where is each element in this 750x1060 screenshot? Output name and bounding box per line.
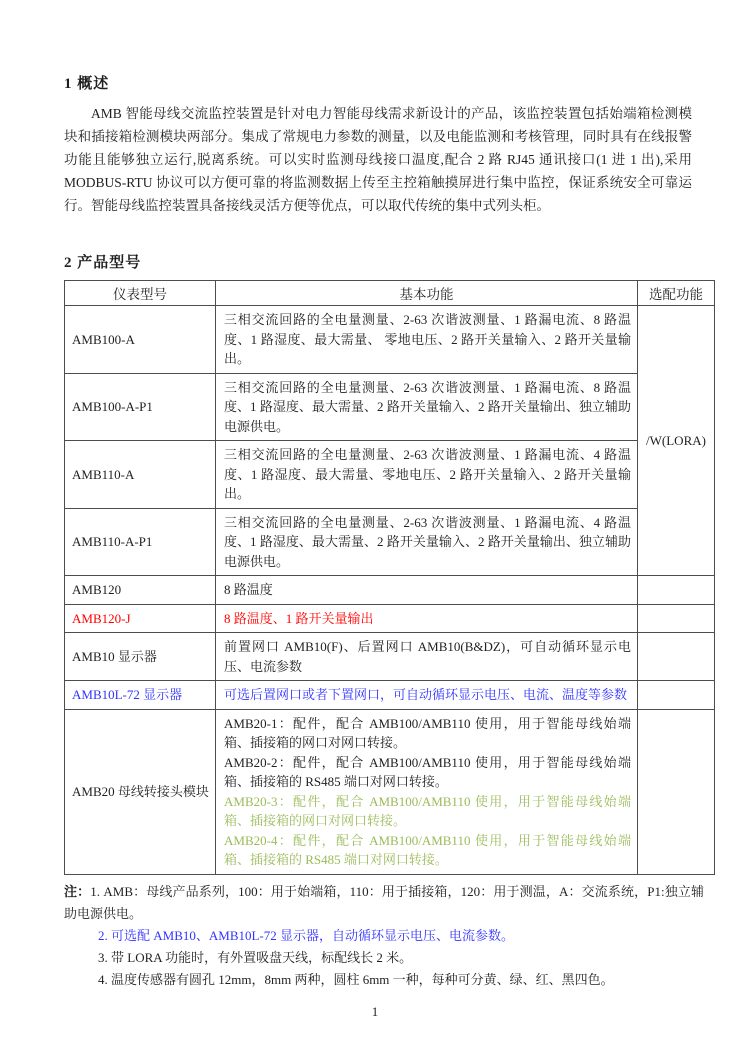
note-text: 3. 带 LORA 功能时，有外置吸盘天线，标配线长 2 米。 [98,949,413,965]
note-item [64,969,704,991]
option-cell-empty [638,576,715,605]
option-cell-empty [638,709,715,874]
feature-text: 三相交流回路的全电量测量、2-63 次谐波测量、1 路漏电流、4 路温度、1 路湿度、最大需量、零地电压、2 路开关量输入、2 路开关量输出。 [224,447,631,501]
features-cell [216,604,638,633]
option-cell-merged: /W(LORA) [638,306,715,576]
product-model-table [64,280,715,875]
table-header-row [65,281,715,306]
feature-text: 可选后置网口或者下置网口，可自动循环显示电压、电流、温度等参数 [224,687,628,702]
table-row [65,373,715,441]
model-cell: AMB100-A-P1 [65,373,216,441]
features-cell [216,681,638,710]
features-cell [216,576,638,605]
option-cell-empty [638,681,715,710]
features-cell [216,441,638,509]
feature-text: 三相交流回路的全电量测量、2-63 次谐波测量、1 路漏电流、8 路温度、1 路湿度、最大需量、 零地电压、2 路开关量输入、2 路开关量输出。 [224,312,631,366]
note-text: 4. 温度传感器有圆孔 12mm，8mm 两种，圆柱 6mm 一种，每种可分黄、绿、红、黑四色。 [98,971,614,987]
feature-text: 三相交流回路的全电量测量、2-63 次谐波测量、1 路漏电流、8 路温度、1 路湿度、最大需量、2 路开关量输入、2 路开关量输出、独立辅助电源供电。 [224,379,631,434]
features-cell [216,373,638,441]
feature-text: AMB20-1：配件，配合 AMB100/AMB110 使用，用于智能母线始端箱、插接箱的网口对网口转接。 [224,715,631,750]
note-text: 1. AMB：母线产品系列，100：用于始端箱，110：用于插接箱，120：用于测温，A：交流系统，P1:独立辅助电源供电。 [64,883,704,921]
feature-text: AMB20-3：配件，配合 AMB100/AMB110 使用，用于智能母线始端箱、插接箱的网口对网口转接。 [224,793,631,828]
model-cell: AMB20 母线转接头模块 [65,709,216,874]
note-prefix: 注： [64,883,91,899]
model-cell: AMB10 显示器 [65,633,216,681]
model-cell: AMB100-A [65,306,216,374]
table-row [65,306,715,374]
model-cell: AMB120 [65,576,216,605]
notes-block [64,881,704,991]
overview-paragraph: AMB 智能母线交流监控装置是针对电力智能母线需求新设计的产品，该监控装置包括始端箱检测模块和插接箱检测模块两部分。集成了常规电力参数的测量，以及电能监测和考核管理，同时具有在线报警功能且能够独立运行,脱离系统。可以实时监测母线接口温度,配合 2 路 RJ45 通讯接口(1 进 1 出),采用 MODBUS-RTU 协议可以方便可靠的将监测数据上传至主控箱触摸屏进行集中监控，保证系统安全可靠运行。智能母线监控装置具备接线灵活方便等优点，可以取代传统的集中式列头柜。 [64,106,692,213]
option-cell-empty [638,604,715,633]
features-cell [216,709,638,874]
table-row [65,709,715,874]
option-cell-empty [638,633,715,681]
note-item [64,881,704,925]
model-cell: AMB110-A-P1 [65,508,216,576]
feature-text: 三相交流回路的全电量测量、2-63 次谐波测量、1 路漏电流、4 路温度、1 路湿度、最大需量、2 路开关量输入、2 路开关量输出、独立辅助电源供电。 [224,514,631,569]
section-models-heading: 2 产品型号 [64,255,142,271]
section-overview-heading: 1 概述 [64,76,110,92]
table-row [65,681,715,710]
feature-text: AMB20-2：配件，配合 AMB100/AMB110 使用，用于智能母线始端箱、插接箱的 RS485 端口对网口转接。 [224,754,631,789]
model-cell: AMB120-J [65,604,216,633]
feature-text: 前置网口 AMB10(F)、后置网口 AMB10(B&DZ)，可自动循环显示电压、电流参数 [224,639,631,674]
table-row [65,576,715,605]
feature-text: 8 路温度、1 路开关量输出 [224,610,374,626]
features-cell [216,508,638,576]
column-header-features: 基本功能 [216,281,638,306]
note-text: 2. 可选配 AMB10、AMB10L-72 显示器，自动循环显示电压、电流参数。 [98,927,515,943]
table-row [65,633,715,681]
column-header-model: 仪表型号 [65,281,216,306]
feature-text: AMB20-4：配件，配合 AMB100/AMB110 使用，用于智能母线始端箱、插接箱的 RS485 端口对网口转接。 [224,832,631,867]
page-number: 1 [371,1004,379,1019]
features-cell [216,306,638,374]
table-row [65,604,715,633]
model-cell: AMB110-A [65,441,216,509]
note-item [64,925,704,947]
column-header-option: 选配功能 [638,281,715,306]
feature-text: 8 路温度 [224,582,273,597]
note-item [64,947,704,969]
table-row [65,441,715,509]
model-cell: AMB10L-72 显示器 [65,681,216,710]
features-cell [216,633,638,681]
document-page [64,0,714,1060]
table-row [65,508,715,576]
